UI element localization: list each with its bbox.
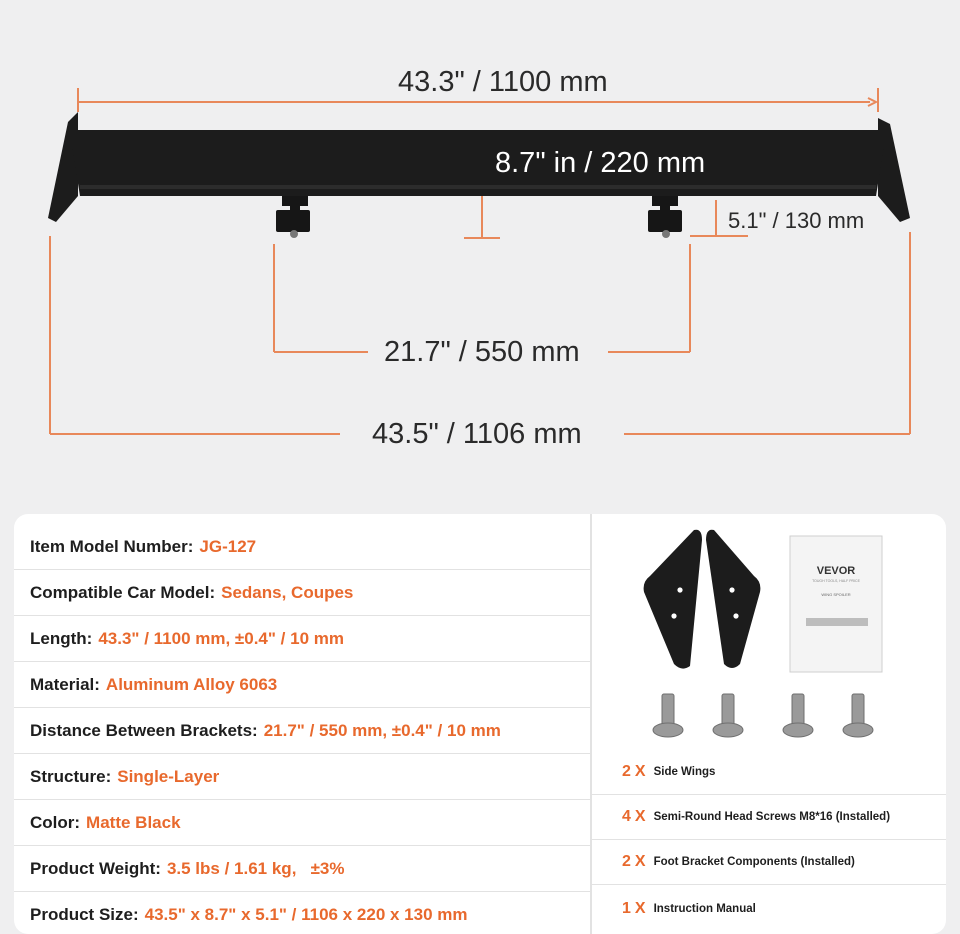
spec-row-length: [14, 616, 590, 662]
part-row-side-wings: [592, 750, 946, 795]
part-name: Foot Bracket Components (Installed): [653, 856, 855, 868]
part-name: Side Wings: [653, 766, 716, 778]
spec-label: Distance Between Brackets:: [30, 720, 258, 740]
spec-label: Material:: [30, 674, 100, 694]
instruction-manual-icon: [790, 536, 882, 672]
screw-icon: [653, 694, 683, 737]
part-name: Instruction Manual: [653, 902, 756, 915]
part-row-screws: [592, 795, 946, 840]
spec-label: Product Size:: [30, 904, 139, 924]
screw-icon: [843, 694, 873, 737]
part-row-foot-brackets: [592, 840, 946, 885]
manual-tagline: TOUGH TOOLS, HALF PRICE: [812, 579, 860, 583]
spec-value: Aluminum Alloy 6063: [105, 674, 278, 694]
side-wing-right: [878, 118, 910, 222]
spec-value: Single-Layer: [117, 766, 220, 786]
spec-label: Compatible Car Model:: [30, 582, 216, 602]
part-qty: 2 X: [622, 763, 646, 780]
spoiler-wing: [48, 112, 910, 222]
height-label: 8.7" in / 220 mm: [495, 147, 706, 179]
spec-row-bracket-distance: [14, 708, 590, 754]
spec-value: Sedans, Coupes: [221, 582, 354, 602]
specifications-card: [14, 514, 946, 934]
spec-value: 43.5" x 8.7" x 5.1" / 1106 x 220 x 130 mm: [144, 904, 468, 924]
part-row-manual: [592, 886, 946, 931]
spec-row-model: [14, 524, 590, 570]
overall-length-top-label: 43.3" / 1100 mm: [398, 66, 608, 98]
spec-table: [14, 524, 590, 934]
part-name: Semi-Round Head Screws M8*16 (Installed): [653, 811, 891, 823]
manual-title: WING SPOILER: [821, 592, 851, 597]
spec-value: 21.7" / 550 mm, ±0.4" / 10 mm: [263, 720, 501, 740]
side-wing-left: [48, 112, 78, 222]
spec-row-structure: [14, 754, 590, 800]
spec-row-compatible: [14, 570, 590, 616]
spec-row-size: [14, 892, 590, 934]
spec-row-color: [14, 800, 590, 846]
overall-length-bottom-label: 43.5" / 1106 mm: [372, 418, 582, 450]
spec-value: 43.3" / 1100 mm, ±0.4" / 10 mm: [98, 628, 344, 648]
screw-icon: [713, 694, 743, 737]
parts-illustration: [592, 514, 946, 754]
screw-icon: [783, 694, 813, 737]
bracket-right: [648, 196, 682, 238]
part-qty: 2 X: [622, 853, 646, 870]
spec-label: Length:: [30, 628, 93, 648]
spec-label: Product Weight:: [30, 858, 161, 878]
manual-brand: VEVOR: [816, 565, 856, 577]
spec-row-weight: [14, 846, 590, 892]
part-qty: 4 X: [622, 808, 646, 825]
package-contents: [592, 514, 946, 934]
spec-value: Matte Black: [86, 812, 181, 832]
bracket-spacing-label: 21.7" / 550 mm: [384, 336, 580, 368]
side-wing-plate-icon: [644, 530, 702, 669]
part-qty: 1 X: [622, 899, 646, 917]
spec-row-material: [14, 662, 590, 708]
spec-label: Structure:: [30, 766, 112, 786]
bracket-height-label: 5.1" / 130 mm: [728, 208, 865, 233]
bracket-left: [276, 196, 310, 238]
spec-label: Item Model Number:: [30, 536, 194, 556]
side-wing-plate-icon: [706, 530, 760, 668]
spec-value: JG-127: [199, 536, 257, 556]
spec-value: 3.5 lbs / 1.61 kg, ±3%: [166, 858, 345, 878]
spec-label: Color:: [30, 812, 81, 832]
